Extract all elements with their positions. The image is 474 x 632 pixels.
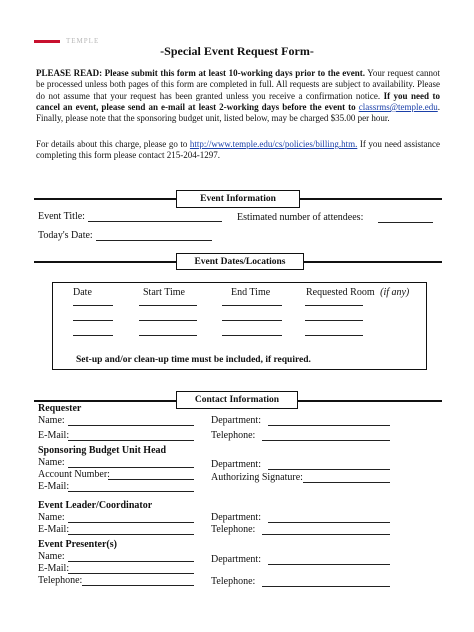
leader-department-field[interactable] [268,522,390,523]
requester-email-field[interactable] [68,440,194,441]
presenter-email-label: E-Mail: [38,563,70,574]
account-number-field[interactable] [108,479,194,480]
col-room-label: Requested Room [306,287,375,298]
leader-name-label: Name: [38,512,65,523]
attendees-field[interactable] [378,222,433,223]
intro-paragraph [36,68,440,124]
budget-head-email-label: E-Mail: [38,481,70,492]
requester-department-field[interactable] [268,425,390,426]
budget-head-department-field[interactable] [268,469,390,470]
event-title-field[interactable] [88,221,222,222]
contact-information-heading: Contact Information [176,391,298,409]
budget-head-department-label: Department: [211,459,261,470]
please-read-label: PLEASE READ: [36,68,103,78]
col-room-note: (if any) [380,287,410,298]
end-time-field-1[interactable] [222,305,282,306]
presenter-telephone-label: Telephone: [38,575,83,586]
budget-head-name-label: Name: [38,457,65,468]
authorizing-signature-label: Authorizing Signature: [211,472,303,483]
start-time-field-3[interactable] [139,335,197,336]
leader-telephone-label: Telephone: [211,524,256,535]
please-read-text: Please submit this form at least 10-working days prior to the event. [104,68,366,78]
date-field-3[interactable] [73,335,113,336]
todays-date-label: Today's Date: [38,230,93,241]
end-time-field-2[interactable] [222,320,282,321]
room-field-3[interactable] [305,335,363,336]
col-start-time-header: Start Time [143,287,185,298]
form-title: -Special Event Request Form- [160,44,314,58]
intro-body-2: . Finally, please note that the sponsoring budget unit, listed below, may be charged $35.00 per hour. [36,101,440,124]
charge-note-before: For details about this charge, please go to [36,139,188,149]
intro-body-1: Your request cannot be processed unless both pages of this form are completed in full. All requests are subject to availability. Please do not assume that your request has been granted unless you receive a confirmation notice. [36,68,441,101]
cancel-text: If you need to cancel an event, please send an e-mail at least 2-working days before the event to [36,90,440,112]
logo-mark [34,40,60,43]
leader-name-field[interactable] [68,522,194,523]
room-field-2[interactable] [305,320,363,321]
leader-department-label: Department: [211,512,261,523]
presenter-telephone-field[interactable] [82,585,194,586]
logo-text: TEMPLE [66,37,100,45]
presenter-name-field[interactable] [68,561,194,562]
budget-head-name-field[interactable] [68,467,194,468]
presenter-email-field[interactable] [68,573,194,574]
room-field-1[interactable] [305,305,363,306]
presenter-department-label: Department: [211,554,261,565]
budget-head-email-field[interactable] [68,491,194,492]
presenter-department-field[interactable] [268,564,390,565]
presenter-name-label: Name: [38,551,65,562]
event-information-heading: Event Information [176,190,300,208]
billing-policy-link[interactable]: http://www.temple.edu/cs/policies/billing.htm. [189,139,358,149]
setup-note: Set-up and/or clean-up time must be included, if required. [76,355,311,365]
col-end-time-header: End Time [231,287,271,298]
col-date-header: Date [73,287,92,298]
authorizing-signature-field[interactable] [303,482,390,483]
budget-head-heading: Sponsoring Budget Unit Head [38,445,167,456]
charge-note-after: If you need assistance completing this form please contact 215-204-1297. [36,139,440,161]
presenter-telephone2-label: Telephone: [211,576,256,587]
account-number-label: Account Number: [38,469,110,480]
requester-heading: Requester [38,403,82,414]
requester-name-field[interactable] [68,425,194,426]
requester-email-label: E-Mail: [38,430,70,441]
todays-date-field[interactable] [96,240,212,241]
leader-email-label: E-Mail: [38,524,70,535]
end-time-field-3[interactable] [222,335,282,336]
event-dates-heading: Event Dates/Locations [176,253,304,270]
date-field-2[interactable] [73,320,113,321]
date-field-1[interactable] [73,305,113,306]
charge-note [36,139,440,162]
presenter-heading: Event Presenter(s) [38,539,117,550]
presenter-telephone2-field[interactable] [262,586,390,587]
requester-telephone-field[interactable] [262,440,390,441]
attendees-label: Estimated number of attendees: [237,212,364,223]
leader-telephone-field[interactable] [262,534,390,535]
requester-telephone-label: Telephone: [211,430,256,441]
start-time-field-2[interactable] [139,320,197,321]
requester-department-label: Department: [211,415,261,426]
col-room-header [306,287,409,299]
leader-email-field[interactable] [68,534,194,535]
leader-heading: Event Leader/Coordinator [38,500,153,511]
event-title-label: Event Title: [38,211,85,222]
start-time-field-1[interactable] [139,305,197,306]
requester-name-label: Name: [38,415,65,426]
cancel-email-link[interactable]: classrms@temple.edu [358,101,438,112]
